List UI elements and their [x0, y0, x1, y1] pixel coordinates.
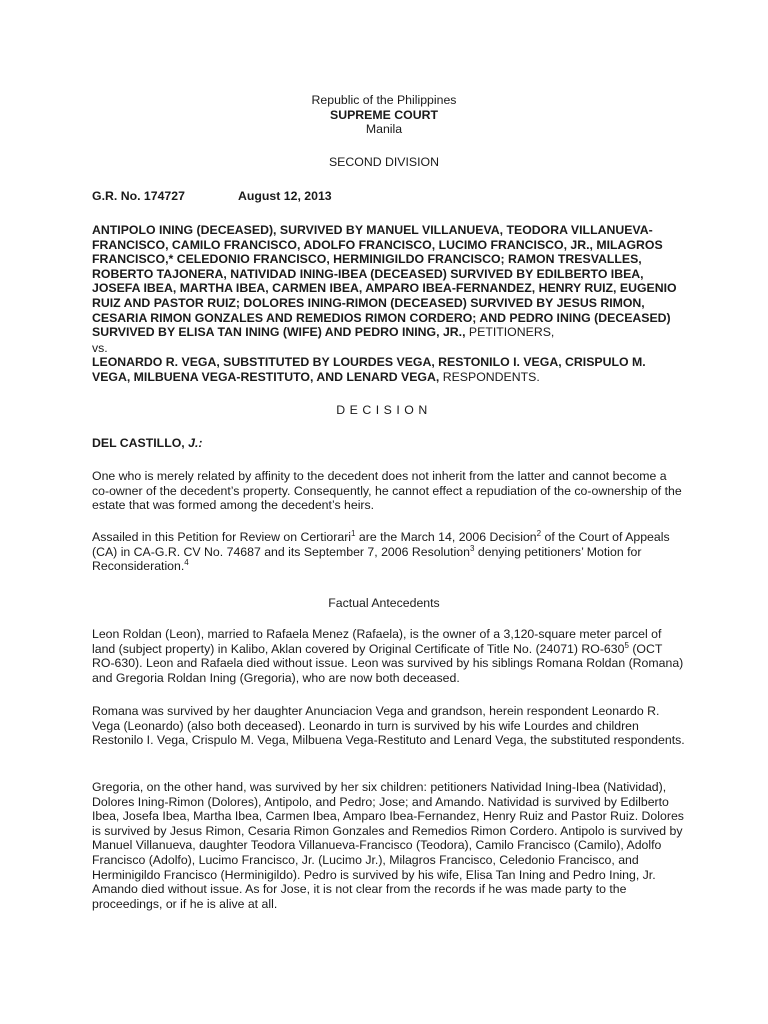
respondents-names: LEONARDO R. VEGA, SUBSTITUTED BY LOURDES VEGA, RESTONILO I. VEGA, CRISPULO M. VEGA, MILBUENA VEGA-RESTITUTO, AND LENARD VEGA,: [92, 355, 646, 384]
paragraph-5: Gregoria, on the other hand, was survived by her six children: petitioners Natividad Ining-Ibea (Natividad), Dolores Ining-Rimon (Dolores), Antipolo, and Pedro; Jose; and Amando. Natividad is survived by Edilberto Ibea, Josefa Ibea, Martha Ibea, Carmen Ibea, Amparo Ibea-Fernandez, Henry Ruiz and Pastor Ruiz. Dolores is survived by Jesus Rimon, Cesaria Rimon Gonzales and Remedios Rimon Cordero. Antipolo is survived by Manuel Villanueva, daughter Teodora Villanueva-Francisco (Teodora), Camilo Francisco (Camilo), Adolfo Francisco (Adolfo), Lucimo Francisco, Jr. (Lucimo Jr.), Milagros Francisco, Celedonio Francisco, and Herminigildo Francisco (Herminigildo). Pedro is survived by his wife, Elisa Tan Ining and Pedro Ining, Jr. Amando died without issue. As for Jose, it is not clear from the records if he was made party to the proceedings, or if he is alive at all.: [92, 780, 684, 911]
paragraph-3: Leon Roldan (Leon), married to Rafaela Menez (Rafaela), is the owner of a 3,120-square meter parcel of land (subject property) in Kalibo, Aklan covered by Original Certificate of Title No. (24071) $RO-630^5$ (OCT RO-630). Leon and Rafaela died without issue. Leon was survived by his siblings Romana Roldan (Romana) and Gregoria Roldan Ining (Gregoria), who are now both deceased.: [92, 627, 684, 685]
petitioners-role: PETITIONERS,: [465, 325, 555, 340]
ponente-title: J.:: [188, 436, 203, 450]
versus-label: vs.: [92, 341, 108, 355]
paragraph-1: One who is merely related by affinity to the decedent does not inherit from the latter and cannot become a co-owner of the decedent’s property. Consequently, he cannot effect a repudiation of the co-ownership of the estate that was formed among the decedent’s heirs.: [92, 469, 682, 513]
court-name: SUPREME COURT: [330, 107, 438, 122]
court-city: Manila: [365, 122, 403, 137]
paragraph-2: Assailed in this Petition for Review on Certiorari$^1$ are the March 14, 2006 Decision$^2$ of the Court of Appeals (CA) in CA-G.R. CV No. 74687 and its September 7, 2006 Resolution$^3$ denying petitioners’ Motion for Reconsideration.$^4$: [92, 528, 670, 574]
respondents-role: RESPONDENTS.: [439, 369, 540, 384]
section-heading: Factual Antecedents: [328, 596, 440, 610]
decision-date: August 12, 2013: [238, 189, 332, 203]
case-parties-respondents: [92, 355, 686, 384]
footnote-link-1[interactable]: 1: [351, 528, 356, 538]
gr-number: G.R. No. 174727: [92, 189, 185, 203]
case-number-line: [92, 189, 686, 204]
paragraph-4: Romana was survived by her daughter Anunciacion Vega and grandson, herein respondent Leonardo R. Vega (Leonardo) (also both deceased). Leonardo in turn is survived by his wife Lourdes and children Restonilo I. Vega, Crispulo M. Vega, Milbuena Vega-Restituto and Lenard Vega, the substituted respondents.: [92, 704, 685, 748]
document-header: [0, 93, 768, 137]
footnote-link-2[interactable]: 2: [536, 528, 542, 538]
petitioners-names: ANTIPOLO INING (DECEASED), SURVIVED BY MANUEL VILLANUEVA, TEODORA VILLANUEVA-FRANCISCO, CAMILO FRANCISCO, ADOLFO FRANCISCO, LUCIMO FRANCISCO, JR., MILAGROS FRANCISCO,* CELEDONIO FRANCISCO, HERMINIGILDO FRANCISCO; RAMON TRESVALLES, ROBERTO TAJONERA, NATIVIDAD INING-IBEA (DECEASED) SURVIVED BY EDILBERTO IBEA, JOSEFA IBEA, MARTHA IBEA, CARMEN IBEA, AMPARO IBEA-FERNANDEZ, HENRY RUIZ, EUGENIO RUIZ AND PASTOR RUIZ; DOLORES INING-RIMON (DECEASED) SURVIVED BY JESUS RIMON, CESARIA RIMON GONZALES AND REMEDIOS RIMON CORDERO; AND PEDRO INING (DECEASED) SURVIVED BY ELISA TAN INING (WIFE) AND PEDRO INING, JR.,: [92, 223, 677, 340]
footnote-link-3[interactable]: 3: [469, 543, 475, 553]
footnote-link-5[interactable]: 5: [624, 640, 629, 650]
ponente-line: [92, 436, 686, 451]
division-label: SECOND DIVISION: [328, 155, 439, 169]
republic-line: Republic of the Philippines: [311, 93, 457, 107]
footnote-link-4[interactable]: 4: [184, 558, 189, 568]
decision-heading: DECISION: [336, 403, 432, 417]
ponente-name: DEL CASTILLO,: [92, 436, 189, 450]
case-parties-petitioners: [92, 223, 686, 340]
